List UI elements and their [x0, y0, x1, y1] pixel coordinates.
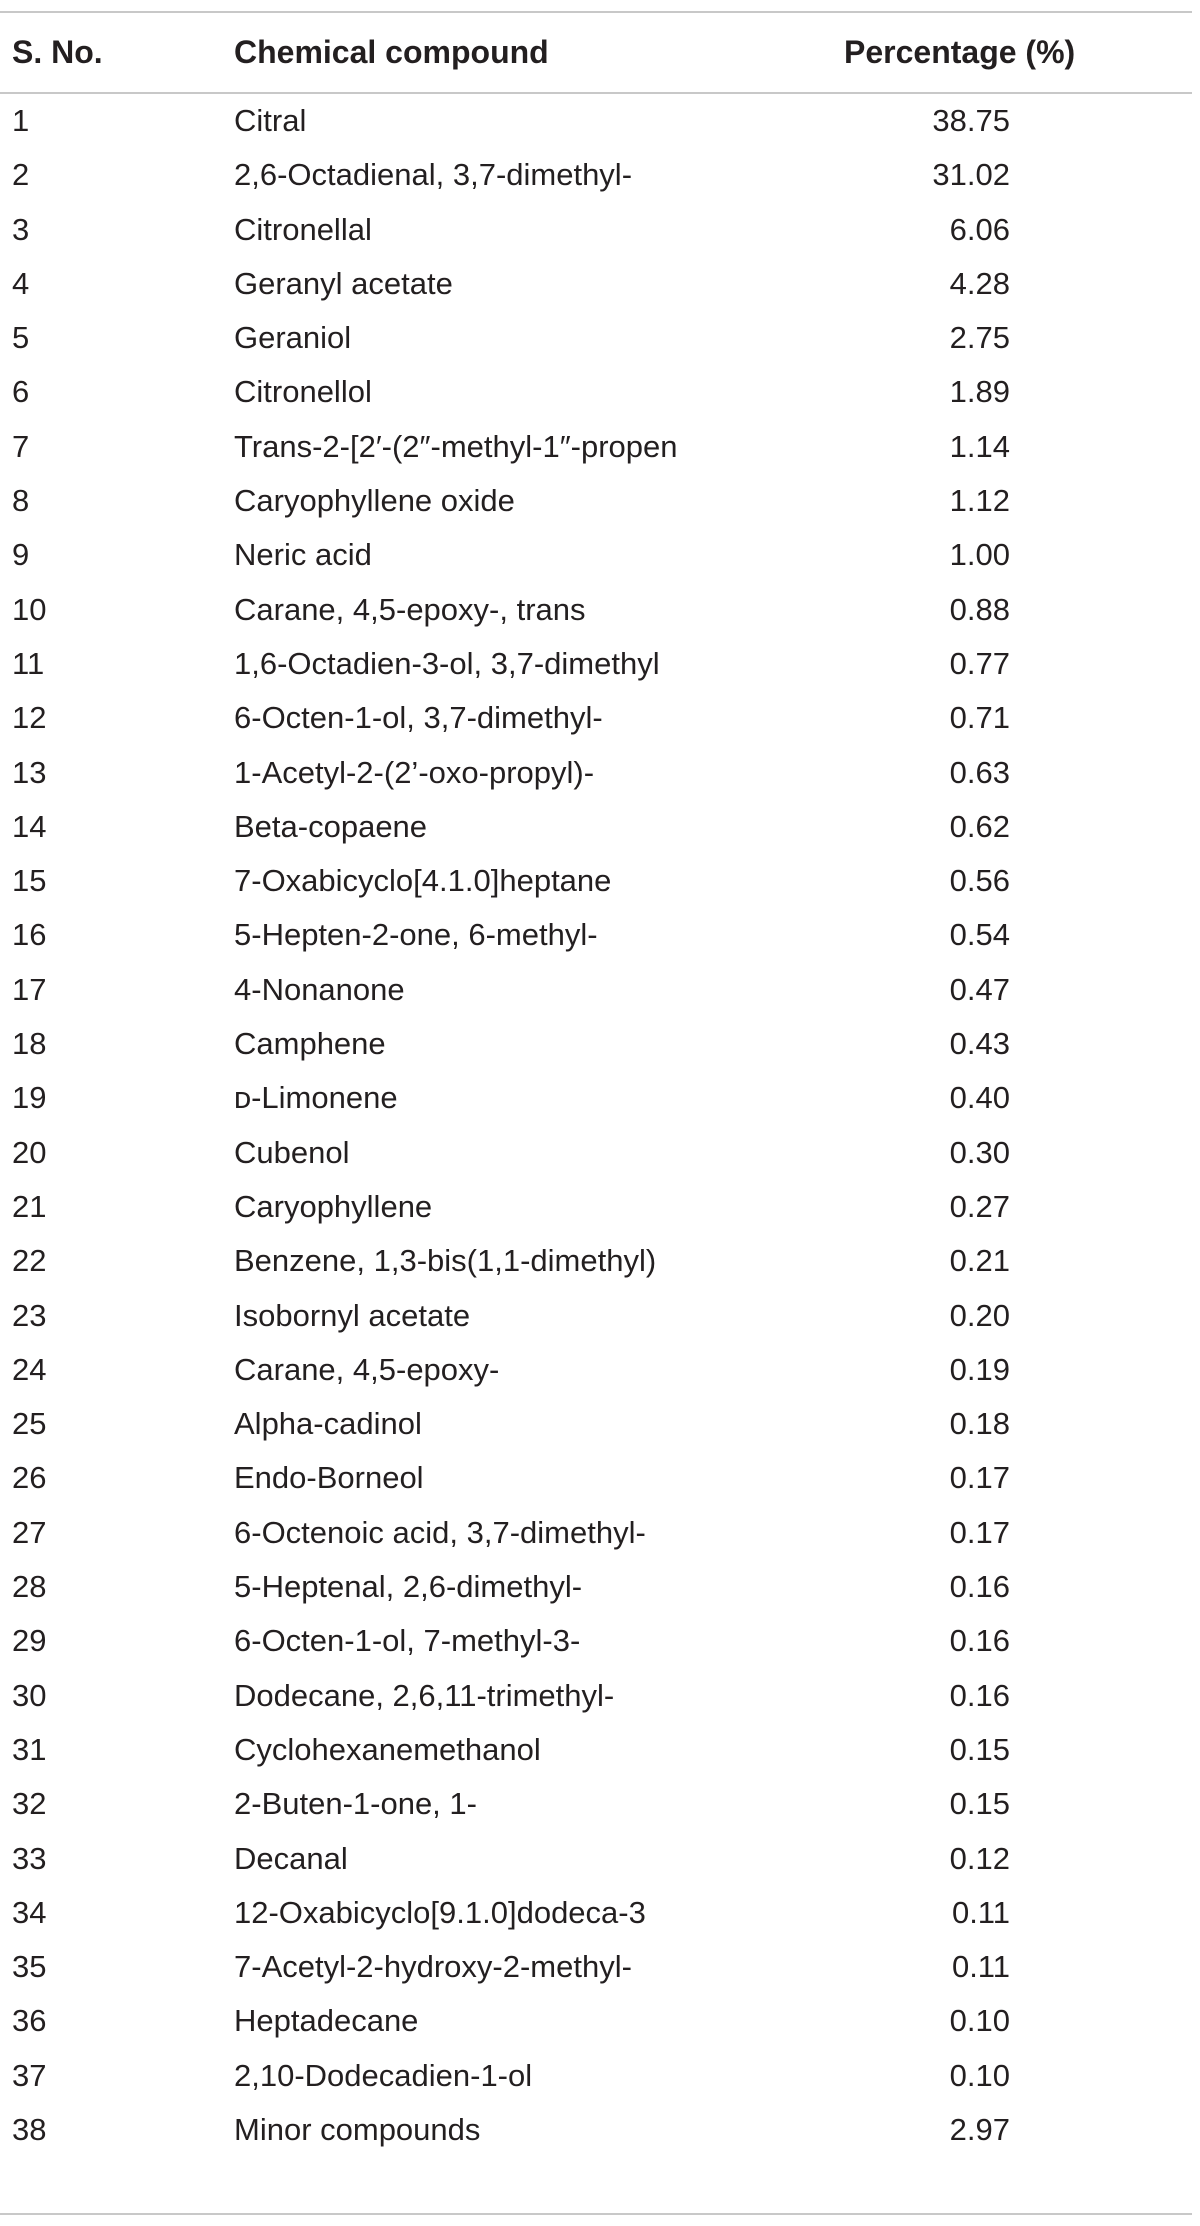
cell-compound: Cubenol — [234, 1134, 350, 1170]
cell-compound: Decanal — [234, 1840, 348, 1876]
table-row — [0, 2049, 1192, 2103]
table-row — [0, 1451, 1192, 1505]
cell-sno: 25 — [12, 1406, 47, 1442]
cell-sno: 22 — [12, 1243, 47, 1279]
table-row — [0, 257, 1192, 311]
cell-compound: Dodecane, 2,6,11-trimethyl- — [234, 1677, 615, 1713]
cell-sno: 18 — [12, 1026, 47, 1062]
cell-compound: 7-Oxabicyclo[4.1.0]heptane — [234, 863, 612, 899]
cell-sno: 4 — [12, 265, 30, 301]
cell-sno: 30 — [12, 1677, 47, 1713]
cell-compound: 2-Buten-1-one, 1- — [234, 1786, 477, 1822]
cell-percentage: 31.02 — [932, 157, 1010, 193]
table-body — [0, 94, 1192, 2157]
cell-compound: Isobornyl acetate — [234, 1297, 471, 1333]
cell-percentage: 0.11 — [951, 1894, 1010, 1930]
table-row — [0, 1886, 1192, 1940]
cell-sno: 6 — [12, 374, 30, 410]
table-row — [0, 1234, 1192, 1288]
cell-compound: Citronellal — [234, 211, 372, 247]
cell-percentage: 6.06 — [949, 211, 1010, 247]
cell-sno: 14 — [12, 808, 47, 844]
cell-percentage: 0.56 — [949, 863, 1010, 899]
cell-percentage: 0.77 — [949, 645, 1010, 681]
table-row — [0, 1723, 1192, 1777]
cell-compound: Benzene, 1,3-bis(1,1-dimethyl) — [234, 1243, 657, 1279]
cell-compound: ᴅ-Limonene — [234, 1080, 398, 1116]
column-header-compound: Chemical compound — [234, 34, 549, 70]
cell-sno: 38 — [12, 2111, 47, 2147]
cell-sno: 23 — [12, 1297, 47, 1333]
cell-sno: 12 — [12, 700, 47, 736]
cell-sno: 20 — [12, 1134, 47, 1170]
table-row — [0, 203, 1192, 257]
cell-percentage: 4.28 — [949, 265, 1010, 301]
table-row — [0, 1777, 1192, 1831]
table-row — [0, 148, 1192, 202]
cell-compound: 4-Nonanone — [234, 971, 405, 1007]
table-row — [0, 2103, 1192, 2157]
cell-percentage: 1.89 — [949, 374, 1010, 410]
cell-compound: 12-Oxabicyclo[9.1.0]dodeca-3 — [234, 1894, 646, 1930]
cell-compound: Minor compounds — [234, 2111, 481, 2147]
cell-compound: Beta-copaene — [234, 808, 428, 844]
cell-percentage: 0.15 — [949, 1786, 1010, 1822]
cell-sno: 27 — [12, 1514, 47, 1550]
cell-compound: Geranyl acetate — [234, 265, 453, 301]
column-header-sno: S. No. — [12, 34, 103, 70]
table-row — [0, 1343, 1192, 1397]
cell-compound: Caryophyllene oxide — [234, 483, 515, 519]
table-bottom-rule — [0, 2213, 1192, 2215]
cell-sno: 36 — [12, 2003, 47, 2039]
cell-percentage: 0.47 — [949, 971, 1010, 1007]
table-row — [0, 1180, 1192, 1234]
table-row — [0, 94, 1192, 148]
cell-percentage: 0.71 — [949, 700, 1010, 736]
table-row — [0, 1071, 1192, 1125]
cell-sno: 24 — [12, 1351, 47, 1387]
cell-compound: Alpha-cadinol — [234, 1406, 422, 1442]
cell-compound: Caryophyllene — [234, 1188, 433, 1224]
cell-compound: 5-Hepten-2-one, 6-methyl- — [234, 917, 598, 953]
cell-percentage: 0.27 — [949, 1188, 1010, 1224]
cell-sno: 8 — [12, 483, 30, 519]
cell-percentage: 0.40 — [949, 1080, 1010, 1116]
cell-compound: 6-Octenoic acid, 3,7-dimethyl- — [234, 1514, 646, 1550]
cell-compound: Neric acid — [234, 537, 372, 573]
table-row — [0, 1506, 1192, 1560]
table-row — [0, 1017, 1192, 1071]
cell-sno: 17 — [12, 971, 47, 1007]
table-row — [0, 746, 1192, 800]
cell-percentage: 0.30 — [949, 1134, 1010, 1170]
cell-sno: 33 — [12, 1840, 47, 1876]
table-row — [0, 1940, 1192, 1994]
table-row — [0, 1669, 1192, 1723]
cell-percentage: 0.16 — [949, 1623, 1010, 1659]
cell-percentage: 0.16 — [949, 1677, 1010, 1713]
cell-compound: 6-Octen-1-ol, 7-methyl-3- — [234, 1623, 581, 1659]
table-row — [0, 365, 1192, 419]
cell-percentage: 0.54 — [949, 917, 1010, 953]
cell-compound: 6-Octen-1-ol, 3,7-dimethyl- — [234, 700, 603, 736]
cell-compound: 2,10-Dodecadien-1-ol — [234, 2057, 533, 2093]
cell-compound: 7-Acetyl-2-hydroxy-2-methyl- — [234, 1949, 632, 1985]
cell-sno: 32 — [12, 1786, 47, 1822]
cell-compound: Heptadecane — [234, 2003, 419, 2039]
cell-percentage: 1.00 — [949, 537, 1010, 573]
table-header-row — [0, 13, 1192, 92]
cell-compound: 5-Heptenal, 2,6-dimethyl- — [234, 1569, 583, 1605]
cell-percentage: 0.15 — [949, 1731, 1010, 1767]
cell-percentage: 0.10 — [949, 2003, 1010, 2039]
table-row — [0, 800, 1192, 854]
cell-sno: 2 — [12, 157, 30, 193]
table-row — [0, 963, 1192, 1017]
table-row — [0, 1126, 1192, 1180]
table-row — [0, 1614, 1192, 1668]
cell-percentage: 2.97 — [949, 2111, 1010, 2147]
cell-compound: Endo-Borneol — [234, 1460, 424, 1496]
cell-sno: 34 — [12, 1894, 47, 1930]
table-row — [0, 908, 1192, 962]
cell-sno: 7 — [12, 428, 30, 464]
cell-percentage: 0.19 — [949, 1351, 1010, 1387]
table-row — [0, 420, 1192, 474]
cell-compound: Citral — [234, 103, 307, 138]
cell-percentage: 38.75 — [932, 103, 1010, 138]
table-row — [0, 1994, 1192, 2048]
cell-sno: 37 — [12, 2057, 47, 2093]
cell-sno: 16 — [12, 917, 47, 953]
cell-compound: Carane, 4,5-epoxy- — [234, 1351, 500, 1387]
cell-compound: Cyclohexanemethanol — [234, 1731, 541, 1767]
cell-compound: 2,6-Octadienal, 3,7-dimethyl- — [234, 157, 633, 193]
cell-sno: 11 — [12, 645, 45, 681]
cell-percentage: 0.43 — [949, 1026, 1010, 1062]
cell-compound: 1-Acetyl-2-(2’-oxo-propyl)- — [234, 754, 595, 790]
cell-sno: 21 — [12, 1188, 47, 1224]
column-header-percentage: Percentage (%) — [844, 34, 1076, 70]
table-row — [0, 854, 1192, 908]
cell-percentage: 0.17 — [949, 1460, 1010, 1496]
table-row — [0, 583, 1192, 637]
cell-sno: 31 — [12, 1731, 47, 1767]
cell-sno: 26 — [12, 1460, 47, 1496]
cell-percentage: 0.62 — [949, 808, 1010, 844]
cell-compound: Carane, 4,5-epoxy-, trans — [234, 591, 586, 627]
table-row — [0, 1832, 1192, 1886]
cell-percentage: 0.88 — [949, 591, 1010, 627]
cell-compound: Camphene — [234, 1026, 386, 1062]
cell-sno: 1 — [12, 103, 30, 138]
cell-percentage: 0.21 — [949, 1243, 1010, 1279]
table-row — [0, 474, 1192, 528]
cell-sno: 3 — [12, 211, 30, 247]
cell-percentage: 0.12 — [949, 1840, 1010, 1876]
cell-sno: 9 — [12, 537, 30, 573]
cell-sno: 15 — [12, 863, 47, 899]
cell-percentage: 0.63 — [949, 754, 1010, 790]
cell-percentage: 0.16 — [949, 1569, 1010, 1605]
cell-compound: 1,6-Octadien-3-ol, 3,7-dimethyl — [234, 645, 660, 681]
cell-percentage: 0.17 — [949, 1514, 1010, 1550]
cell-percentage: 1.12 — [949, 483, 1010, 519]
cell-percentage: 0.10 — [949, 2057, 1010, 2093]
cell-compound: Geraniol — [234, 320, 352, 356]
table-row — [0, 528, 1192, 582]
table-row — [0, 1289, 1192, 1343]
table-row — [0, 1397, 1192, 1451]
cell-percentage: 0.18 — [949, 1406, 1010, 1442]
cell-sno: 10 — [12, 591, 47, 627]
cell-sno: 19 — [12, 1080, 47, 1116]
cell-percentage: 0.20 — [949, 1297, 1010, 1333]
cell-sno: 29 — [12, 1623, 47, 1659]
cell-percentage: 1.14 — [949, 428, 1010, 464]
cell-percentage: 0.11 — [951, 1949, 1010, 1985]
cell-compound: Trans-2-[2′-(2″-methyl-1″-propen — [234, 428, 678, 464]
cell-compound: Citronellol — [234, 374, 372, 410]
table-row — [0, 691, 1192, 745]
table-row — [0, 1560, 1192, 1614]
cell-sno: 13 — [12, 754, 47, 790]
cell-sno: 35 — [12, 1949, 47, 1985]
cell-sno: 28 — [12, 1569, 47, 1605]
table-row — [0, 637, 1192, 691]
cell-percentage: 2.75 — [949, 320, 1010, 356]
table-row — [0, 311, 1192, 365]
cell-sno: 5 — [12, 320, 30, 356]
